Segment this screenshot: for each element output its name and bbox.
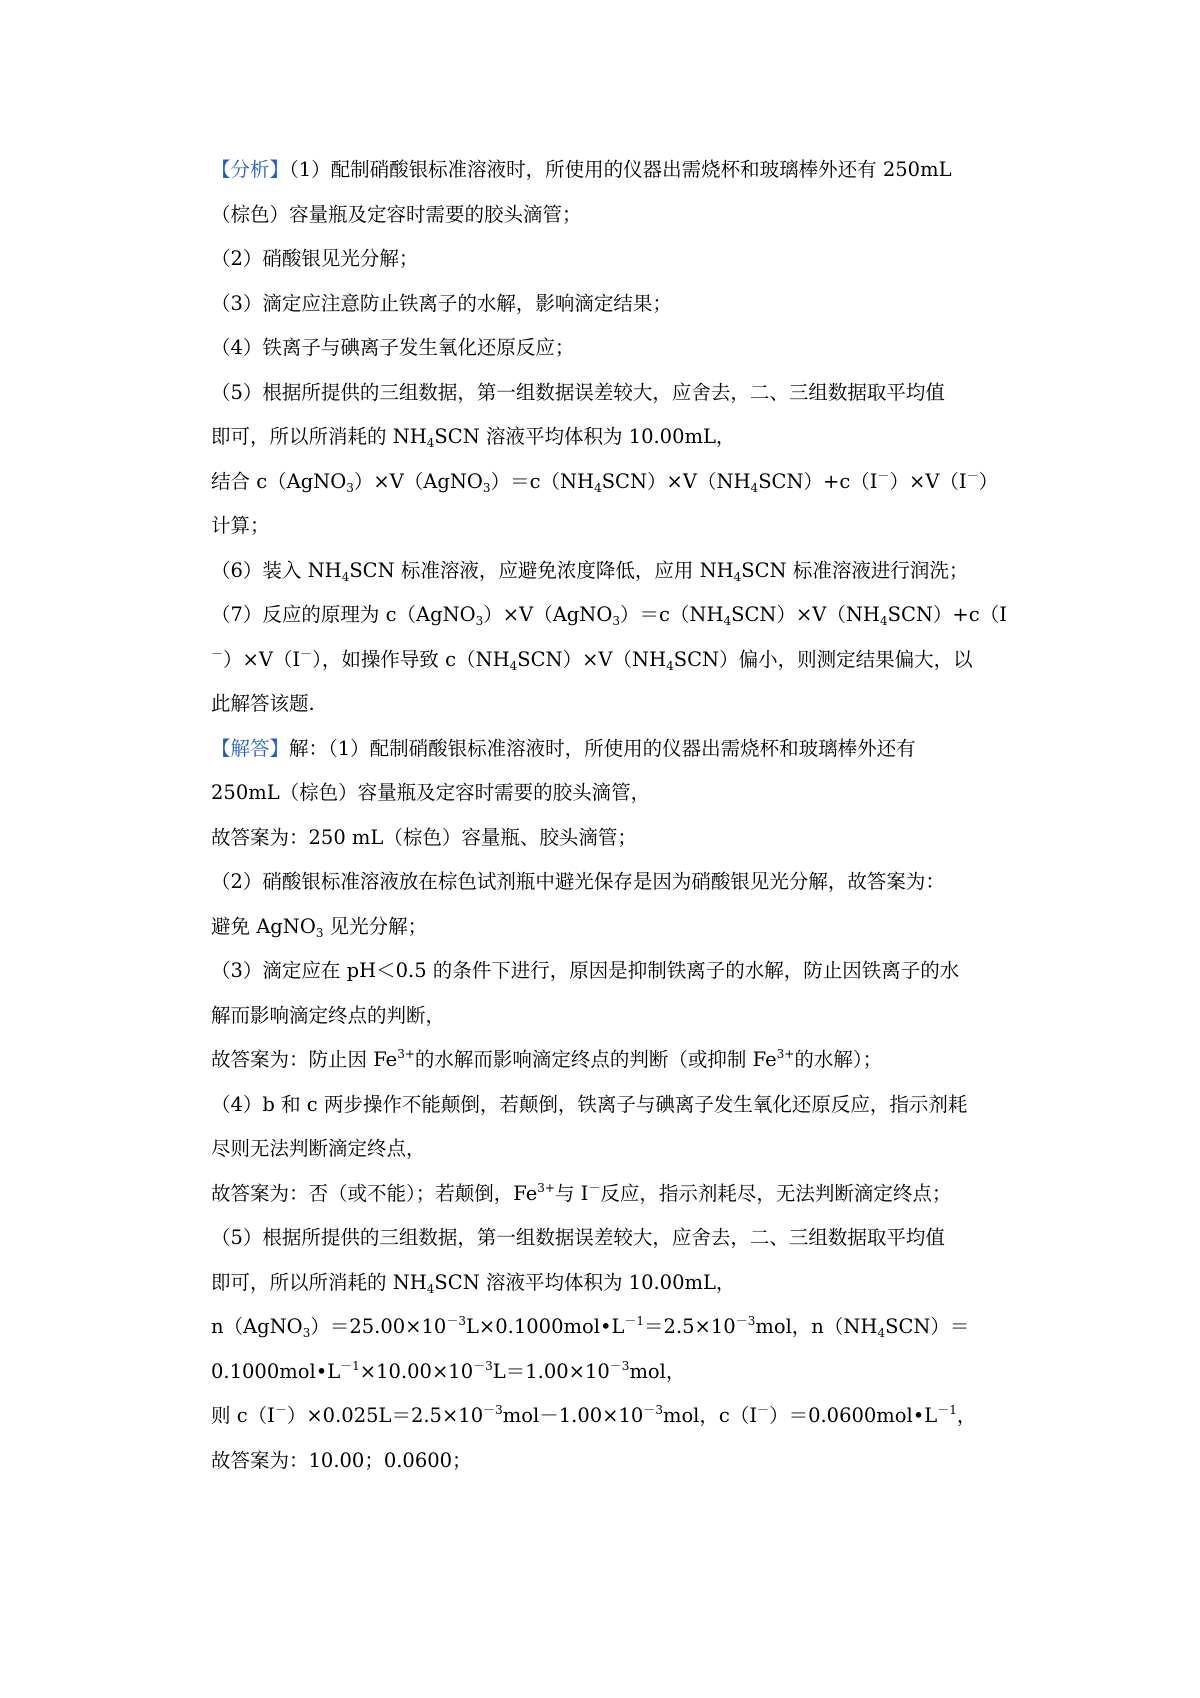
line-text: （3）滴定应注意防止铁离子的水解，影响滴定结果； bbox=[211, 291, 672, 315]
text-line bbox=[211, 949, 1020, 994]
text-line bbox=[211, 1216, 1020, 1261]
text-line bbox=[211, 1394, 1020, 1439]
line-text: 故答案为：防止因 $Fe^{3+}$的水解而影响滴定终点的判断（或抑制 $Fe^{3+}$的水解）； bbox=[211, 1047, 883, 1071]
line-text: （1）配制硝酸银标准溶液时，所使用的仪器出需烧杯和玻璃棒外还有 250mL bbox=[289, 158, 952, 181]
line-text: 故答案为：10.00；0.0600； bbox=[211, 1448, 472, 1472]
line-text: （棕色）容量瓶及定容时需要的胶头滴管； bbox=[211, 202, 582, 226]
line-text: （7）反应的原理为 $c(AgNO_3)\times V(AgNO_3)=c(NH_4SCN)\times V(NH_4SCN)+c(I$ bbox=[211, 603, 1007, 628]
line-text: （5）根据所提供的三组数据，第一组数据误差较大，应舍去，二、三组数据取平均值 bbox=[211, 380, 945, 404]
text-line bbox=[211, 1305, 1020, 1350]
text-line bbox=[211, 816, 1020, 861]
text-line bbox=[211, 727, 1020, 772]
text-line bbox=[211, 460, 1020, 505]
line-text: 即可，所以所消耗的 $NH_4SCN$ 溶液平均体积为 10.00mL， bbox=[211, 1270, 736, 1296]
text-line bbox=[211, 148, 1020, 193]
line-text: （4）b 和 c 两步操作不能颠倒，若颠倒，铁离子与碘离子发生氧化还原反应，指示剂耗 bbox=[211, 1092, 968, 1116]
text-line bbox=[211, 1083, 1020, 1128]
text-line bbox=[211, 549, 1020, 594]
text-line bbox=[211, 415, 1020, 460]
line-text: 即可，所以所消耗的 $NH_4SCN$ 溶液平均体积为 10.00mL， bbox=[211, 425, 736, 450]
line-text: （2）硝酸银见光分解； bbox=[211, 247, 419, 270]
line-text: 计算； bbox=[211, 514, 270, 537]
line-text: 故答案为：250 mL（棕色）容量瓶、胶头滴管； bbox=[211, 825, 637, 849]
text-line bbox=[211, 860, 1020, 905]
line-text: 避免 AgNO$_3$ 见光分解； bbox=[211, 914, 428, 940]
line-text: （4）铁离子与碘离子发生氧化还原反应； bbox=[211, 336, 575, 359]
text-line bbox=[211, 1172, 1020, 1217]
line-text: （2）硝酸银标准溶液放在棕色试剂瓶中避光保存是因为硝酸银见光分解，故答案为： bbox=[211, 870, 945, 893]
line-text: （3）滴定应在 pH＜0.5 的条件下进行，原因是抑制铁离子的水解，防止因铁离子的水 bbox=[211, 959, 960, 982]
text-line bbox=[211, 237, 1020, 282]
line-text: 结合 $c(AgNO_3)\times V(AgNO_3)=c(NH_4SCN)\times V(NH_4SCN)+c(I^-)\times V(I^-)$ bbox=[211, 468, 999, 495]
text-line bbox=[211, 326, 1020, 371]
line-text: 尽则无法判断滴定终点， bbox=[211, 1137, 426, 1160]
text-line bbox=[211, 193, 1020, 238]
line-text: 故答案为：否（或不能）；若颠倒，$Fe^{3+}$与 I－反应，指示剂耗尽，无法判断滴定终点； bbox=[211, 1180, 952, 1205]
answer-content bbox=[211, 148, 1020, 1483]
text-line bbox=[211, 593, 1020, 638]
text-line bbox=[211, 504, 1020, 549]
text-line bbox=[211, 1350, 1020, 1395]
text-line bbox=[211, 771, 1020, 816]
line-text: －）×V（I－），如操作导致 $c(NH_4SCN)\times V(NH_4SCN)$偏小，则测定结果偏大，以 bbox=[211, 646, 973, 673]
line-text: （5）根据所提供的三组数据，第一组数据误差较大，应舍去，二、三组数据取平均值 bbox=[211, 1226, 945, 1249]
text-line bbox=[211, 1038, 1020, 1083]
line-text: 则 $c(I^-)\times 0.025L=2.5\times 10^{-3}mol-1.00\times 10^{-3}mol$，$c(I^-)=0.0600mol•L^{-1}$， bbox=[211, 1403, 977, 1427]
text-line bbox=[211, 371, 1020, 416]
line-text: （6）装入 $NH_4SCN$ 标准溶液，应避免浓度降低，应用 $NH_4SCN$ 标准溶液进行润洗； bbox=[211, 558, 969, 584]
section-tag: 【分析】 bbox=[211, 158, 290, 181]
text-line bbox=[211, 282, 1020, 327]
line-text: 此解答该题. bbox=[211, 692, 315, 715]
line-text: $n(AgNO_3)=25.00\times 10^{-3}L\times 0.1000mol•L^{-1}=2.5\times 10^{-3}mol$，$n(NH_4SCN)=$ bbox=[211, 1314, 970, 1340]
text-line bbox=[211, 1261, 1020, 1306]
line-text: 解：（1）配制硝酸银标准溶液时，所使用的仪器出需烧杯和玻璃棒外还有 bbox=[289, 736, 916, 760]
section-tag: 【解答】 bbox=[211, 736, 290, 760]
text-line bbox=[211, 905, 1020, 950]
text-line bbox=[211, 638, 1020, 683]
line-text: 250mL（棕色）容量瓶及定容时需要的胶头滴管， bbox=[211, 781, 651, 804]
text-line bbox=[211, 682, 1020, 727]
text-line bbox=[211, 1439, 1020, 1484]
text-line bbox=[211, 1127, 1020, 1172]
text-line bbox=[211, 994, 1020, 1039]
line-text: 解而影响滴定终点的判断， bbox=[211, 1003, 446, 1027]
line-text: $0.1000mol•L^{-1}\times 10.00\times 10^{-3}L=1.00\times 10^{-3}mol$， bbox=[211, 1358, 686, 1383]
